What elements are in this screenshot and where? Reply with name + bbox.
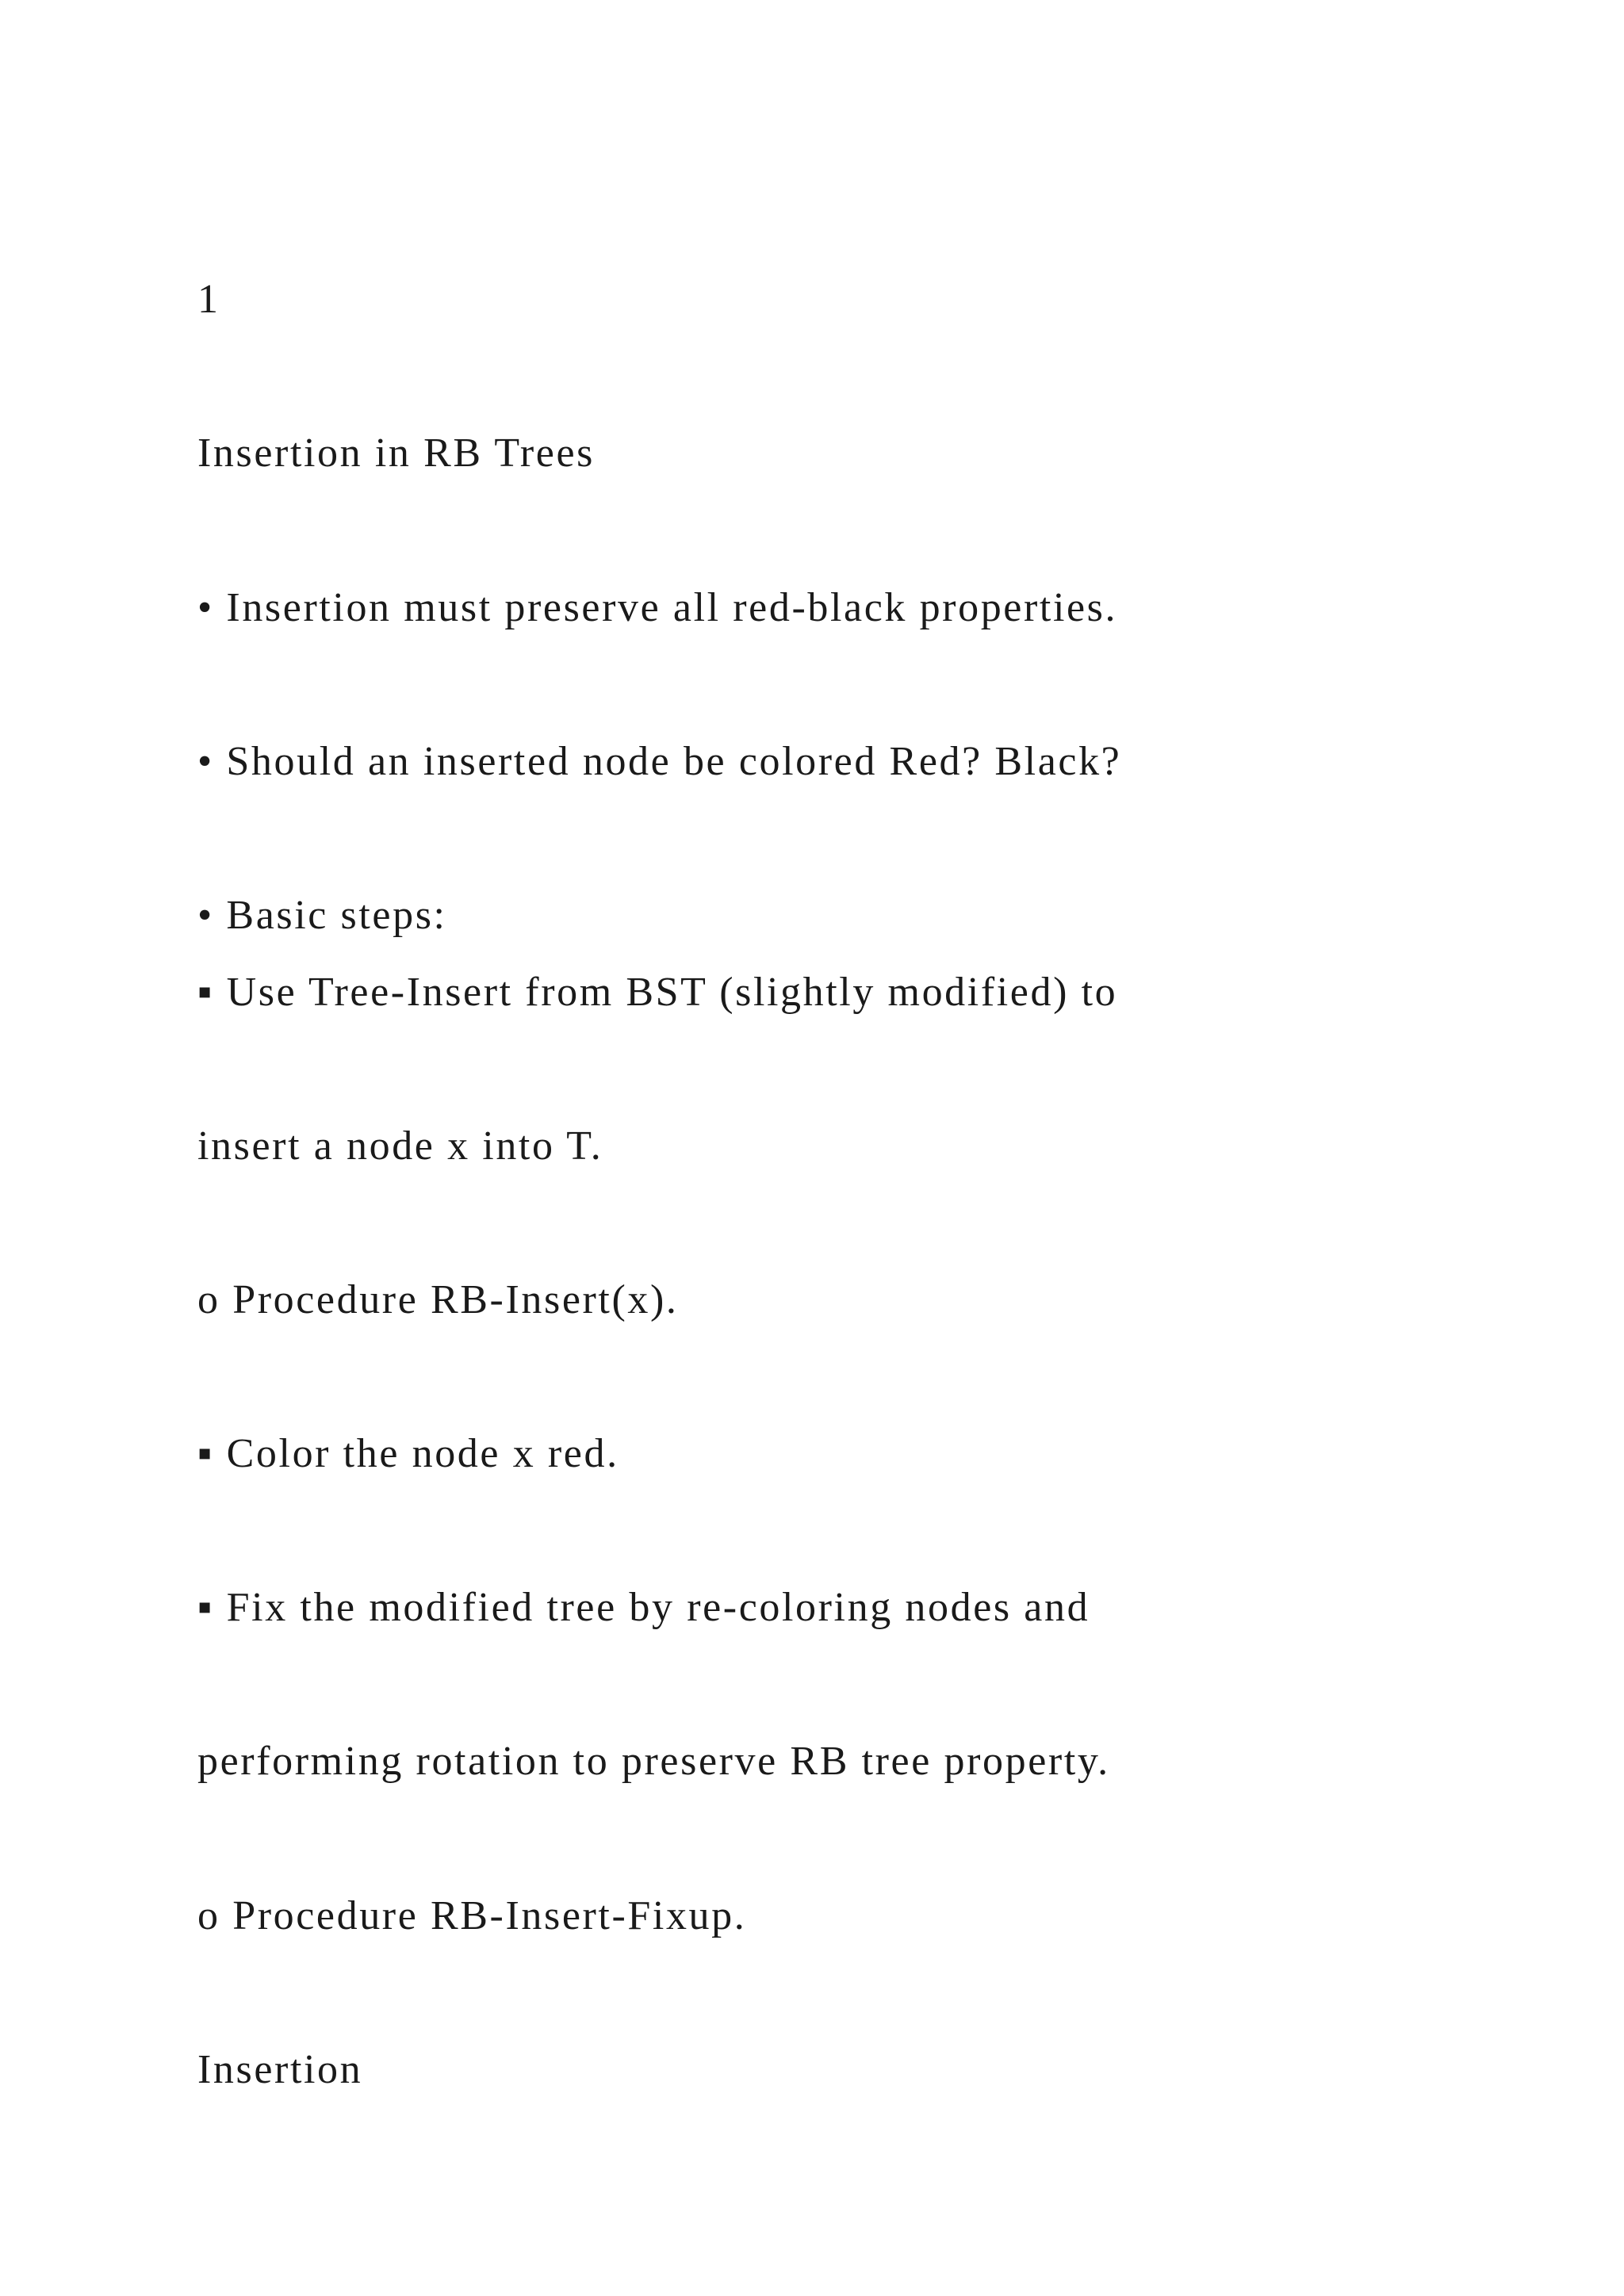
next-section-heading: Insertion	[197, 2047, 363, 2092]
step-fix-tree: ▪ Fix the modified tree by re-coloring nodes and	[197, 1585, 1090, 1630]
bullet-preserve: • Insertion must preserve all red-black properties.	[197, 585, 1118, 630]
bullet-basic-steps: • Basic steps:	[197, 893, 447, 938]
procedure-rb-insert-fixup: o Procedure RB-Insert-Fixup.	[197, 1893, 747, 1938]
step-fix-tree-cont: performing rotation to preserve RB tree property.	[197, 1739, 1110, 1784]
step-tree-insert-cont: insert a node x into T.	[197, 1123, 603, 1169]
bullet-color-question: • Should an inserted node be colored Red? Black?	[197, 739, 1122, 784]
procedure-rb-insert: o Procedure RB-Insert(x).	[197, 1277, 679, 1322]
step-color-red: ▪ Color the node x red.	[197, 1431, 619, 1476]
section-title: Insertion in RB Trees	[197, 430, 595, 476]
step-tree-insert: ▪ Use Tree-Insert from BST (slightly modified) to	[197, 970, 1118, 1015]
page-number: 1	[197, 277, 220, 322]
